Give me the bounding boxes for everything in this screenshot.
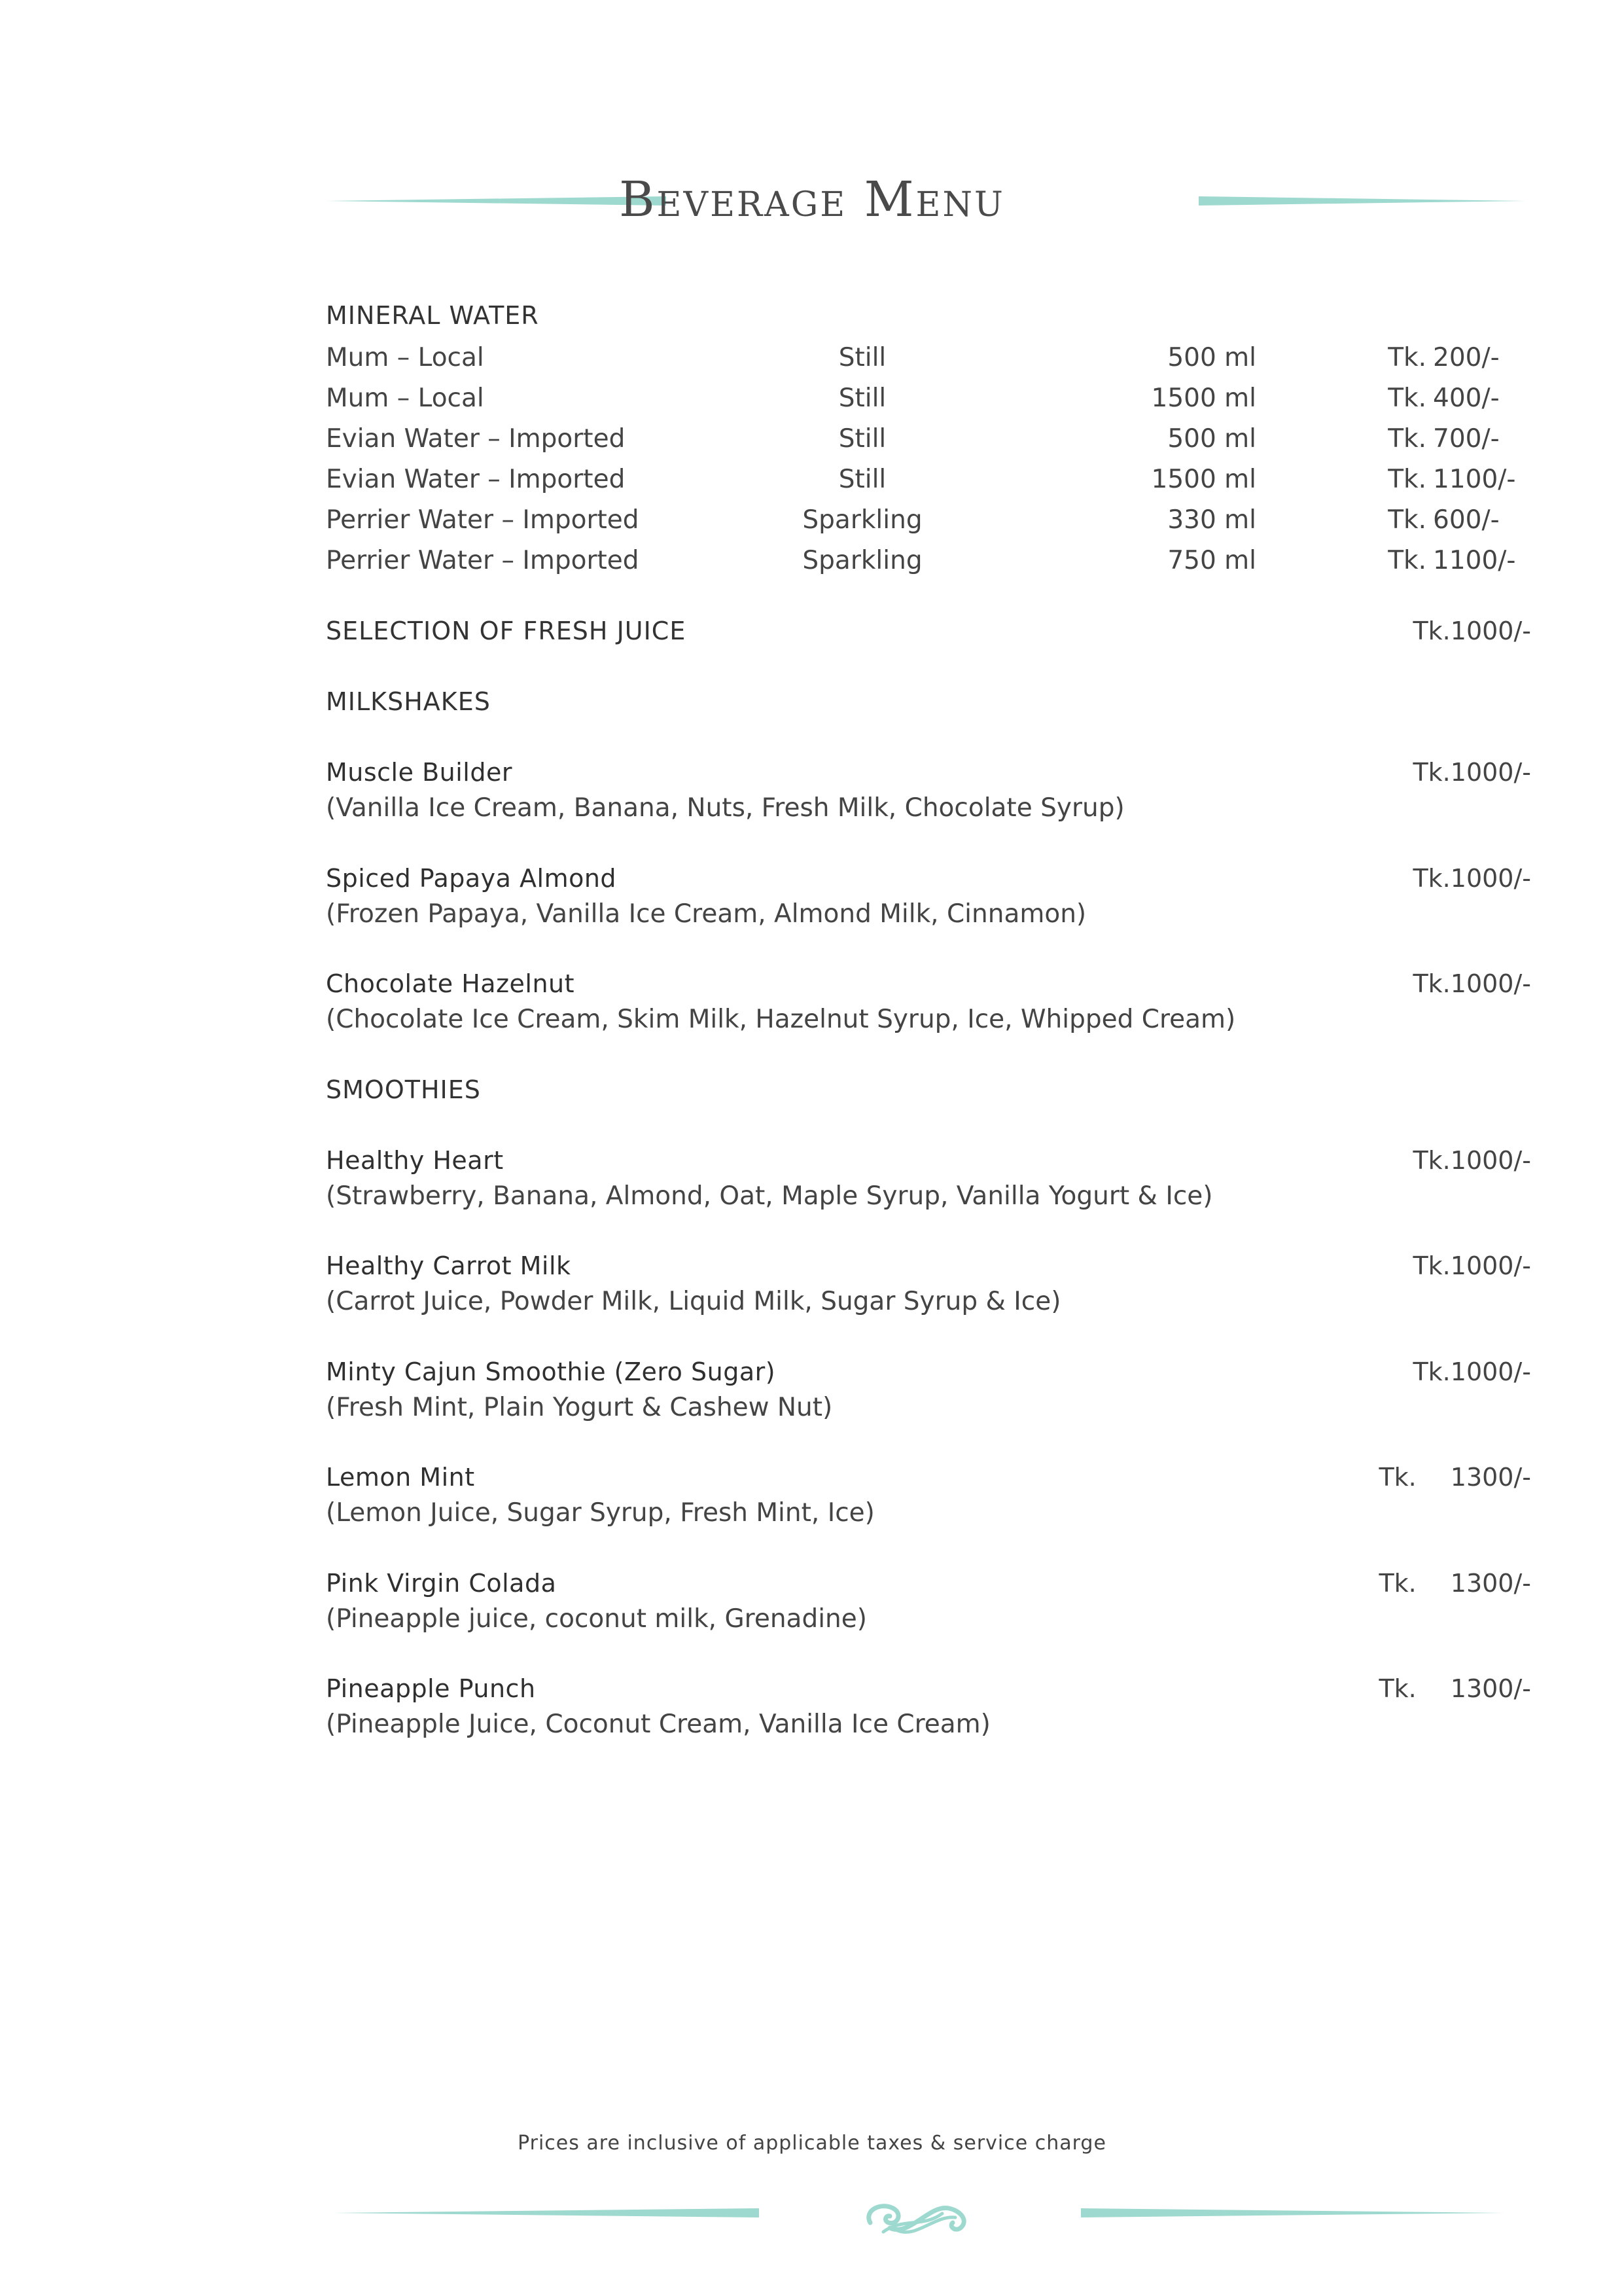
water-name: Evian Water – Imported: [326, 424, 626, 454]
water-type: Still: [838, 465, 887, 494]
water-name: Mum – Local: [326, 384, 484, 413]
item-description: (Frozen Papaya, Vanilla Ice Cream, Almond Milk, Cinnamon): [326, 899, 1087, 929]
price-currency: Tk.: [1388, 343, 1426, 372]
item-price: [1379, 1463, 1531, 1492]
price-amount: 400/-: [1433, 384, 1500, 413]
item-name: Pineapple Punch: [326, 1674, 536, 1703]
water-row: [326, 546, 1531, 586]
water-row: [326, 384, 1531, 424]
water-volume: 750 ml: [1167, 546, 1256, 575]
footer-rule-right: [1081, 2207, 1506, 2219]
water-type: Still: [838, 424, 887, 454]
water-type: Still: [838, 384, 887, 413]
item-name: Muscle Builder: [326, 758, 512, 787]
water-name: Perrier Water – Imported: [326, 546, 639, 575]
item-name: Lemon Mint: [326, 1463, 475, 1492]
price-amount: 1100/-: [1433, 465, 1516, 494]
price-currency: Tk.: [1388, 505, 1426, 535]
item-name: Chocolate Hazelnut: [326, 969, 575, 998]
price-currency: Tk.: [1388, 384, 1426, 413]
item-price: Tk.1000/-: [1413, 864, 1531, 893]
item-name: Healthy Heart: [326, 1146, 504, 1175]
price-amount: 700/-: [1433, 424, 1500, 454]
title-rule-right: [1199, 195, 1526, 207]
item-price: [1379, 1674, 1531, 1703]
item-description: (Chocolate Ice Cream, Skim Milk, Hazelnut Syrup, Ice, Whipped Cream): [326, 1005, 1236, 1034]
item-description: (Carrot Juice, Powder Milk, Liquid Milk, Sugar Syrup & Ice): [326, 1287, 1061, 1316]
item-price: [1379, 1569, 1531, 1598]
item-price: Tk.1000/-: [1413, 1146, 1531, 1175]
section-heading-fresh-juice: SELECTION OF FRESH JUICE: [326, 617, 686, 645]
item-price: Tk.1000/-: [1413, 1251, 1531, 1280]
price-amount: 1100/-: [1433, 546, 1516, 575]
water-name: Perrier Water – Imported: [326, 505, 639, 535]
water-type: Still: [838, 343, 887, 372]
footer-note: Prices are inclusive of applicable taxes & service charge: [518, 2132, 1106, 2155]
section-heading-smoothies: SMOOTHIES: [326, 1075, 481, 1104]
item-name: Minty Cajun Smoothie (Zero Sugar): [326, 1357, 776, 1386]
water-row: [326, 505, 1531, 546]
water-name: Mum – Local: [326, 343, 484, 372]
water-row: [326, 424, 1531, 465]
price-amount: 1300/-: [1450, 1674, 1531, 1703]
price-amount: 600/-: [1433, 505, 1500, 535]
item-description: (Pineapple juice, coconut milk, Grenadine): [326, 1604, 867, 1634]
swirl-ornament-icon: [857, 2191, 981, 2246]
water-name: Evian Water – Imported: [326, 465, 626, 494]
water-volume: 1500 ml: [1151, 384, 1256, 413]
section-heading-milkshakes: MILKSHAKES: [326, 687, 491, 716]
water-type: Sparkling: [802, 546, 923, 575]
price-currency: Tk.: [1379, 1569, 1417, 1598]
page-title: Beverage Menu: [619, 171, 1005, 228]
price-currency: Tk.: [1379, 1463, 1417, 1492]
item-price: Tk.1000/-: [1413, 969, 1531, 998]
water-volume: 500 ml: [1167, 343, 1256, 372]
price-amount: 200/-: [1433, 343, 1500, 372]
item-name: Healthy Carrot Milk: [326, 1251, 571, 1280]
item-price: Tk.1000/-: [1413, 758, 1531, 787]
section-heading-mineral-water: MINERAL WATER: [326, 301, 539, 330]
price-currency: Tk.: [1388, 424, 1426, 454]
water-row: [326, 465, 1531, 505]
item-description: (Fresh Mint, Plain Yogurt & Cashew Nut): [326, 1393, 833, 1422]
item-description: (Lemon Juice, Sugar Syrup, Fresh Mint, Ice): [326, 1498, 875, 1528]
water-row: [326, 343, 1531, 384]
price-amount: 1300/-: [1450, 1569, 1531, 1598]
price-amount: 1300/-: [1450, 1463, 1531, 1492]
item-description: (Vanilla Ice Cream, Banana, Nuts, Fresh Milk, Chocolate Syrup): [326, 793, 1125, 823]
water-volume: 330 ml: [1167, 505, 1256, 535]
price-currency: Tk.: [1388, 546, 1426, 575]
water-type: Sparkling: [802, 505, 923, 535]
water-volume: 1500 ml: [1151, 465, 1256, 494]
item-name: Spiced Papaya Almond: [326, 864, 617, 893]
water-volume: 500 ml: [1167, 424, 1256, 454]
price-currency: Tk.: [1379, 1674, 1417, 1703]
price-currency: Tk.: [1388, 465, 1426, 494]
footer-rule-left: [334, 2207, 759, 2219]
item-name: Pink Virgin Colada: [326, 1569, 557, 1598]
item-price: Tk.1000/-: [1413, 1357, 1531, 1386]
fresh-juice-price: Tk.1000/-: [1413, 617, 1531, 645]
item-description: (Pineapple Juice, Coconut Cream, Vanilla Ice Cream): [326, 1710, 991, 1739]
item-description: (Strawberry, Banana, Almond, Oat, Maple Syrup, Vanilla Yogurt & Ice): [326, 1181, 1213, 1211]
